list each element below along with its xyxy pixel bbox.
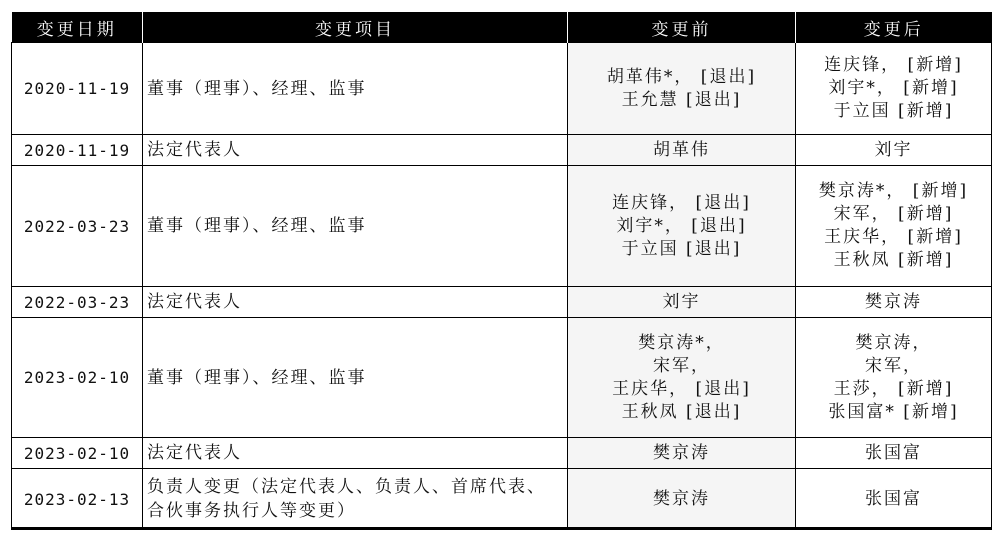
after-change-entry: 王庆华， [新增] [824,227,963,247]
before-change-entry: 王秋凤 [退出] [621,401,742,422]
change-item-text: 董事（理事）、经理、监事 [147,367,367,388]
after-change-entry: 张国富 [865,488,922,509]
table-row [12,43,992,135]
cell-change-item [143,469,568,530]
before-change-entry: 连庆锋， [退出] [612,192,751,213]
after-change-entry: 刘宇 [874,139,913,160]
change-record-table-container [11,12,991,530]
before-change-entry: 樊京涛 [653,442,710,463]
after-change-entry: 张国富* [新增] [828,401,959,422]
after-change-entry: 王莎， [新增] [833,378,954,399]
cell-change-date: 2022-03-23 [12,287,143,318]
header-change-item: 变更项目 [143,12,568,43]
header-before-change: 变更前 [568,12,796,43]
cell-change-date: 2020-11-19 [12,43,143,135]
cell-change-item [143,287,568,318]
cell-after-change [796,469,992,530]
cell-change-date: 2020-11-19 [12,135,143,166]
cell-change-item [143,43,568,135]
cell-before-change [568,166,796,287]
before-change-entry: 樊京涛 [653,488,710,509]
after-change-entry: 宋军， [新增] [833,204,954,224]
before-change-entry: 樊京涛*， [638,332,725,353]
cell-change-item [143,166,568,287]
after-change-entry: 张国富 [865,442,922,463]
before-change-entry: 于立国 [退出] [621,238,742,259]
change-item-text: 法定代表人 [147,292,242,312]
change-item-text: 法定代表人 [147,443,242,463]
after-change-entry: 连庆锋， [新增] [824,55,963,75]
cell-before-change [568,135,796,166]
after-change-entry: 于立国 [新增] [833,101,954,121]
table-row [12,438,992,469]
cell-after-change [796,43,992,135]
table-row [12,287,992,318]
table-bottom-rule [11,527,991,529]
cell-before-change [568,318,796,438]
cell-after-change [796,318,992,438]
before-change-entry: 王允慧 [退出] [621,89,742,110]
before-change-entry: 宋军， [653,355,710,376]
change-item-text: 负责人变更（法定代表人、负责人、首席代表、合伙事务执行人等变更） [147,477,546,521]
cell-change-item [143,438,568,469]
after-change-entry: 宋军， [865,355,922,376]
header-after-change: 变更后 [796,12,992,43]
table-body [12,43,992,530]
cell-change-item [143,318,568,438]
cell-after-change [796,166,992,287]
table-row [12,469,992,530]
cell-change-date: 2023-02-13 [12,469,143,530]
cell-change-date: 2022-03-23 [12,166,143,287]
header-change-date: 变更日期 [12,12,143,43]
before-change-entry: 胡革伟*， [退出] [606,66,757,87]
after-change-entry: 樊京涛*， [新增] [818,181,969,201]
change-record-table [11,12,992,530]
after-change-entry: 樊京涛， [855,332,932,353]
cell-before-change [568,438,796,469]
cell-change-item [143,135,568,166]
table-row [12,135,992,166]
change-item-text: 董事（理事）、经理、监事 [147,78,367,99]
before-change-entry: 刘宇 [662,291,701,312]
before-change-entry: 胡革伟 [653,139,710,160]
before-change-entry: 王庆华， [退出] [612,378,751,399]
cell-after-change [796,135,992,166]
after-change-entry: 刘宇*， [新增] [828,78,959,98]
after-change-entry: 王秋凤 [新增] [833,250,954,270]
change-item-text: 法定代表人 [147,140,242,160]
change-item-text: 董事（理事）、经理、监事 [147,216,367,236]
table-row [12,318,992,438]
cell-change-date: 2023-02-10 [12,438,143,469]
before-change-entry: 刘宇*， [退出] [616,215,747,236]
cell-before-change [568,43,796,135]
cell-after-change [796,438,992,469]
cell-change-date: 2023-02-10 [12,318,143,438]
table-row [12,166,992,287]
table-header-row [12,12,992,43]
after-change-entry: 樊京涛 [865,291,922,312]
cell-before-change [568,287,796,318]
cell-before-change [568,469,796,530]
cell-after-change [796,287,992,318]
